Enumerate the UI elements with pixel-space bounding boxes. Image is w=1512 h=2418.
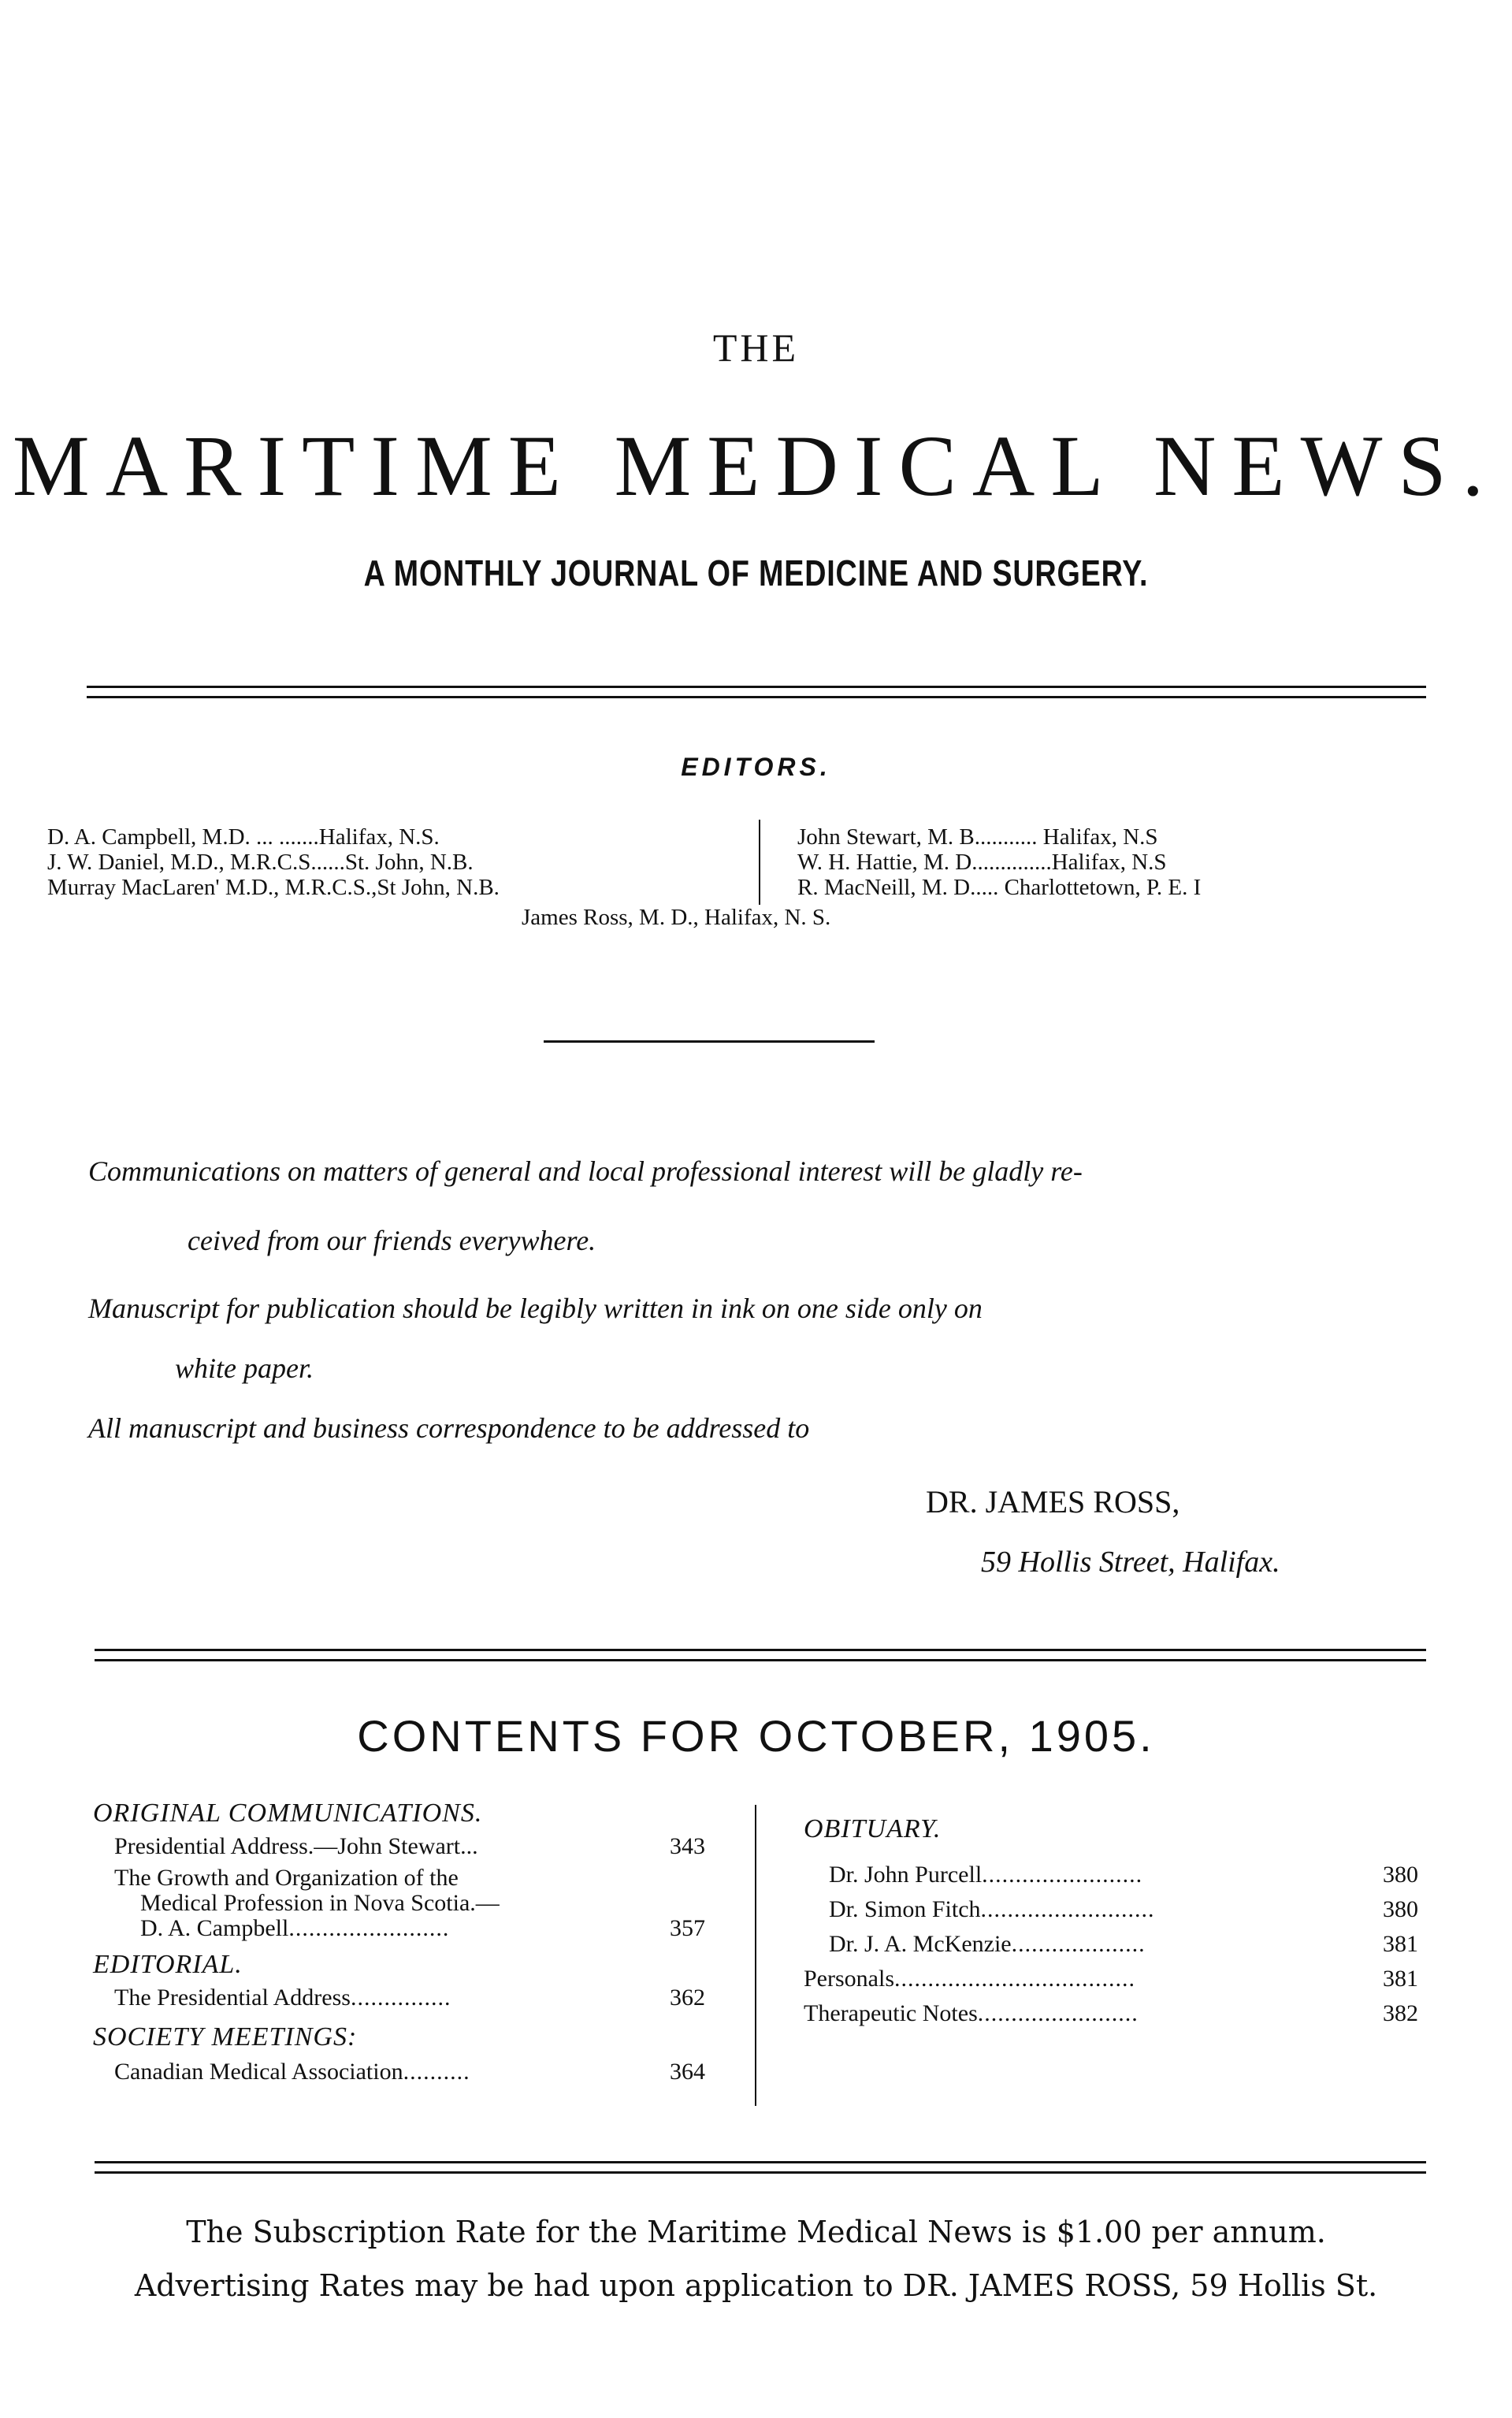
notice-communications-line1: Communications on matters of general and local professional interest will be gladly re- xyxy=(88,1155,1083,1187)
toc-entry-title: Dr. Simon Fitch xyxy=(829,1896,981,1922)
editor-left-2: J. W. Daniel, M.D., M.R.C.S......St. John, N.B. xyxy=(47,850,474,875)
toc-leader-dots: .................................... xyxy=(894,1966,1135,1992)
toc-entry-personals xyxy=(804,1967,1418,1991)
notice-communications-line2: ceived from our friends everywhere. xyxy=(188,1225,596,1256)
editor-bottom: James Ross, M. D., Halifax, N. S. xyxy=(522,905,831,930)
toc-entry-editorial xyxy=(114,1986,705,2010)
toc-entry-page: 381 xyxy=(1383,1931,1418,1957)
toc-leader-dots: ........................ xyxy=(977,2000,1139,2026)
toc-entry-therapeutic-notes xyxy=(804,2002,1418,2026)
address-street: 59 Hollis Street, Halifax. xyxy=(981,1546,1280,1579)
editor-left-1: D. A. Campbell, M.D. ... .......Halifax, N.S. xyxy=(47,824,440,850)
editor-left-3: Murray MacLaren' M.D., M.R.C.S.,St John, N.B. xyxy=(47,875,500,900)
toc-entry-title: Dr. J. A. McKenzie xyxy=(829,1931,1012,1957)
toc-entry-title: Dr. John Purcell xyxy=(829,1862,983,1888)
toc-entry-page: 381 xyxy=(1383,1966,1418,1992)
toc-leader-dots: ........................ xyxy=(288,1915,450,1941)
toc-entry-growth-line1: The Growth and Organization of the xyxy=(114,1865,459,1891)
toc-leader-dots: ............... xyxy=(350,1985,451,2011)
toc-entry-title: Personals xyxy=(804,1966,894,1992)
toc-entry-presidential-address xyxy=(114,1835,705,1858)
toc-entry-title: The Presidential Address xyxy=(114,1985,351,2011)
toc-entry-page: 357 xyxy=(670,1915,705,1941)
toc-entry-page: 362 xyxy=(670,1985,705,2011)
contents-double-rule-top xyxy=(95,1649,1426,1661)
toc-leader-dots: .......................... xyxy=(980,1896,1155,1922)
toc-entry-simon-fitch xyxy=(829,1898,1418,1921)
toc-entry-page: 380 xyxy=(1383,1896,1418,1922)
toc-leader-dots: .................... xyxy=(1011,1931,1146,1957)
toc-section-society-meetings: SOCIETY MEETINGS: xyxy=(93,2022,358,2052)
contents-heading: CONTENTS FOR OCTOBER, 1905. xyxy=(357,1711,1155,1761)
toc-entry-page: 364 xyxy=(670,2059,705,2085)
toc-entry-ja-mckenzie xyxy=(829,1933,1418,1956)
toc-entry-title: D. A. Campbell xyxy=(140,1915,289,1941)
footer-advertising-rates: Advertising Rates may be had upon application to DR. JAMES ROSS, 59 Hollis St. xyxy=(134,2268,1378,2303)
toc-entry-title: Therapeutic Notes xyxy=(804,2000,978,2026)
masthead-the: THE xyxy=(712,326,800,370)
address-name: DR. JAMES ROSS, xyxy=(926,1484,1180,1520)
toc-entry-page: 343 xyxy=(670,1833,705,1859)
editors-column-divider xyxy=(759,820,760,905)
masthead-double-rule xyxy=(87,686,1426,698)
toc-entry-john-purcell xyxy=(829,1863,1418,1887)
toc-leader-dots: .......... xyxy=(403,2059,470,2085)
toc-entry-page: 382 xyxy=(1383,2000,1418,2026)
toc-leader-dots: ........................ xyxy=(982,1862,1143,1888)
toc-entry-title: Canadian Medical Association xyxy=(114,2059,403,2085)
editors-heading: EDITORS. xyxy=(681,753,831,781)
toc-entry-growth-line2: Medical Profession in Nova Scotia.— xyxy=(140,1890,500,1916)
editor-right-3: R. MacNeill, M. D..... Charlottetown, P. E. I xyxy=(797,875,1202,900)
toc-entry-growth-line3 xyxy=(140,1917,705,1940)
editor-right-1: John Stewart, M. B........... Halifax, N.S xyxy=(797,824,1158,850)
editor-right-2: W. H. Hattie, M. D..............Halifax, N.S xyxy=(797,850,1167,875)
toc-entry-title: Presidential Address.—John Stewart... xyxy=(114,1833,478,1859)
notice-correspondence: All manuscript and business correspondence to be addressed to xyxy=(88,1412,810,1444)
toc-section-editorial: EDITORIAL. xyxy=(93,1950,243,1979)
notice-manuscript-line1: Manuscript for publication should be legibly written in ink on one side only on xyxy=(88,1293,983,1324)
journal-tagline: A MONTHLY JOURNAL OF MEDICINE AND SURGERY. xyxy=(363,552,1149,593)
toc-entry-canadian-medical-association xyxy=(114,2060,705,2084)
toc-section-original-communications: ORIGINAL COMMUNICATIONS. xyxy=(93,1799,483,1828)
toc-section-obituary: OBITUARY. xyxy=(804,1814,942,1843)
contents-double-rule-bottom xyxy=(95,2161,1426,2174)
toc-entry-page: 380 xyxy=(1383,1862,1418,1888)
journal-title: MARITIME MEDICAL NEWS. xyxy=(12,418,1500,514)
contents-column-divider xyxy=(755,1805,756,2106)
editors-short-rule xyxy=(544,1040,875,1043)
footer-subscription-rate: The Subscription Rate for the Maritime Medical News is $1.00 per annum. xyxy=(186,2215,1326,2249)
notice-manuscript-line2: white paper. xyxy=(175,1352,314,1384)
